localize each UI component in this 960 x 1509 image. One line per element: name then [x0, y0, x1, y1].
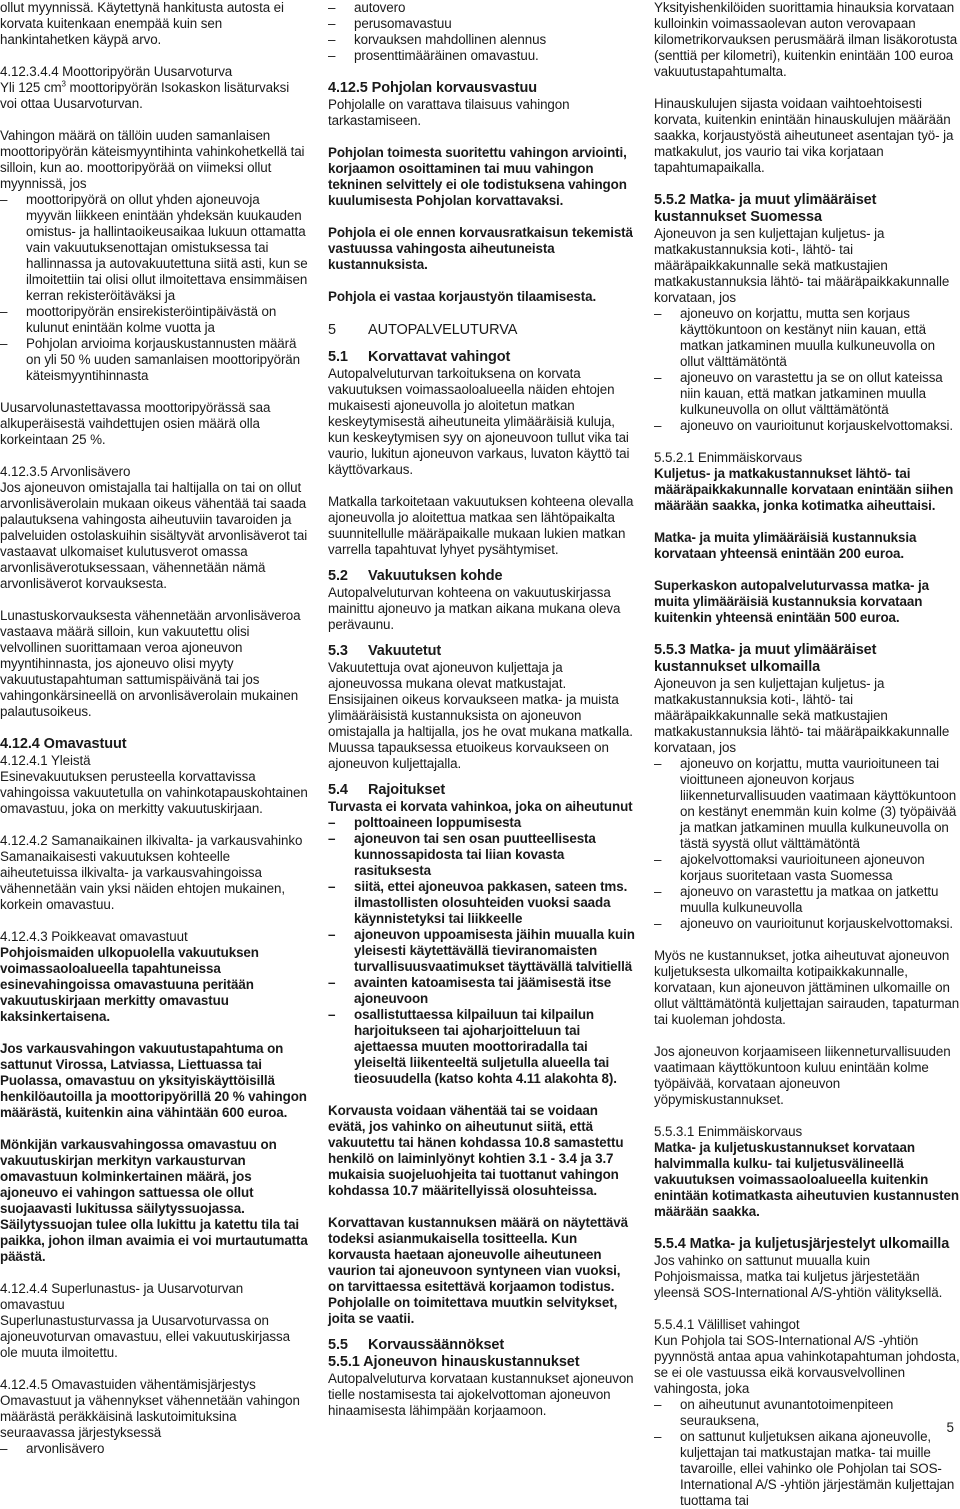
subsection-heading: 5.5.3 Matka- ja muut ylimääräiset kustannukset ulkomailla: [654, 642, 877, 675]
list-item: – on aiheutunut avunantotoimenpiteen seurauksena,: [654, 1397, 960, 1429]
paragraph-bold: Turvasta ei korvata vahinkoa, joka on aiheutunut: [328, 799, 633, 814]
paragraph: ollut myynnissä. Käytettynä hankitusta autosta ei korvata kuitenkaan enempää kuin sen hankintahetken käypä arvo.: [0, 0, 284, 47]
section-heading: 4.12.4 Omavastuut: [0, 736, 127, 752]
list-item: – avainten katoamisesta tai jäämisestä itse ajoneuvoon: [328, 975, 636, 1007]
paragraph-bold: Korvausta voidaan vähentää tai se voidaan evätä, jos vahinko on aiheutunut siitä, että vakuutettu tai hänen kohdassa 10.8 samastettu henkilö on laiminlyönyt kohtien 3.1 - 3.4 ja 3.7 mukaisia suojeluohjeita tai tuottanut vahingon kohdassa 10.7 määritellyissä olosuhteissa.: [328, 1103, 624, 1198]
section-heading: 5.5 Korvaussäännökset: [328, 1337, 505, 1353]
list-item: – korvauksen mahdollinen alennus: [328, 32, 636, 48]
order-list: [328, 0, 636, 64]
paragraph: Ajoneuvon ja sen kuljettajan kuljetus- ja matkakustannuksia koti-, lähtö- tai määräpaikkakunnalle sekä matkustajien matkakustannuksia lähtö- tai määräpaikkakunnalle korvataan, jos: [654, 226, 950, 305]
paragraph: Ajoneuvon ja sen kuljettajan kuljetus- ja matkakustannuksia koti-, lähtö- tai määräpaikkakunnalle sekä matkustajien matkakustannuksia lähtö- tai määräpaikkakunnalle korvataan, jos: [654, 676, 950, 755]
list-item: – polttoaineen loppumisesta: [328, 815, 636, 831]
paragraph: Jos ajoneuvon korjaamiseen liikenneturvallisuuden vaatimaan käyttökuntoon kuluu enintään kolme työpäivää, korvataan ajoneuvon yöpymiskustannukset.: [654, 1044, 951, 1107]
paragraph: Autopalveluturvan kohteena on vakuutuskirjassa mainittu ajoneuvo ja matkan aikana mukana oleva perävaunu.: [328, 585, 621, 632]
paragraph: Myös ne kustannukset, jotka aiheutuvat ajoneuvon kuljetuksesta ulkomailta kotipaikkakunnalle, korvataan, kun ajoneuvon jättäminen ulkomaille on ollut välttämätöntä kuljettajan sairauden, tapaturman tai kuoleman johdosta.: [654, 948, 960, 1027]
subsection-heading: 5.5.1 Ajoneuvon hinauskustannukset: [328, 1354, 580, 1370]
subsection-heading: 5.5.4 Matka- ja kuljetusjärjestelyt ulkomailla: [654, 1236, 950, 1252]
section-heading: 4.12.5 Pohjolan korvausvastuu: [328, 80, 538, 96]
paragraph: Autopalveluturvan tarkoituksena on korvata vakuutuksen voimassaoloalueella näiden ehtojen mukaisesti ajoneuvolla jo aloitetun matkan keskeytymisestä aiheutuneita ylimääräisiä kuluja, kun keskeytymisen syy on ajoneuvoon tullut vika tai vaurio, lukitun ajoneuvon varkaus, luvaton käyttö tai käyttövarkaus.: [328, 366, 630, 477]
section-heading: 5.1 Korvattavat vahingot: [328, 349, 511, 365]
paragraph: Kun Pohjola tai SOS-International A/S -yhtiön pyynnöstä antaa apua vahinkotapahtuman johdosta, se ei ole vastuussa eikä korvausvelvollinen vahingosta, joka: [654, 1333, 960, 1396]
list-item: – on sattunut kuljetuksen aikana ajoneuvolle, kuljettajan tai matkustajan matka- tai muille tavaroille, ellei vahinko ole Pohjolan tai SOS-International A/S -yhtiön järjestämän kuljettajan tuottama tai: [654, 1429, 960, 1509]
section-title: 5.5.3.1 Enimmäiskorvaus: [654, 1124, 803, 1139]
section-title: 4.12.4.3 Poikkeavat omavastuut: [0, 929, 188, 944]
paragraph: Samanaikaisesti vakuutuksen kohteelle aiheutetuissa ilkivalta- ja varkausvahingoissa vähennetään vain yksi näiden ehtojen mukainen, korkein omavastuu.: [0, 849, 285, 912]
column-left: [0, 0, 308, 1457]
column-right: [654, 0, 960, 1509]
paragraph: Yli 125 $cm^3$ moottoripyörän Isokaskon lisäturvaksi voi ottaa Uusarvoturvan.: [0, 79, 290, 111]
paragraph-bold: Kuljetus- ja matkakustannukset lähtö- tai määräpaikkakunnalle korvataan enintään siihen määrään saakka, jonka kotimatka aiheuttaisi.: [654, 466, 954, 513]
page-number: 5: [946, 1420, 954, 1435]
list-item: – ajoneuvo on korjattu, mutta sen korjaus käyttökuntoon on kestänyt niin kauan, että matkan jatkaminen muulla kulkuneuvolla on ollut välttämätöntä: [654, 306, 960, 370]
section-heading: 5.3 Vakuutetut: [328, 643, 442, 659]
list-item: – ajoneuvo on vaurioitunut korjauskelvottomaksi.: [654, 418, 960, 434]
section-title: 4.12.3.5 Arvonlisävero: [0, 464, 131, 479]
paragraph-bold: Superkaskon autopalveluturvassa matka- ja muita ylimääräisiä kustannuksia korvataan kuitenkin yhteensä enintään 500 euroa.: [654, 578, 929, 625]
paragraph-bold: Jos varkausvahingon vakuutustapahtuma on sattunut Virossa, Latviassa, Liettuassa tai Puolassa, omavastuu on yksityiskäyttöisillä henkilöautoilla ja moottoripyörillä 20 % vahingon määrästä, kuitenkin aina vähintään 600 euroa.: [0, 1041, 307, 1120]
paragraph-bold: Pohjolan toimesta suoritettu vahingon arviointi, korjaamon osoittaminen tai muu vahingon tekninen selvittely ei ole todistuksena vahingon kuulumisesta Pohjolan korvattavaksi.: [328, 145, 627, 208]
column-middle: [328, 0, 636, 1419]
paragraph-bold: Pohjoismaiden ulkopuolella vakuutuksen voimassaoloalueella tapahtuneissa esinevahingoissa omavastuuna peritään vakuutuskirjaan merkitty omavastuu kaksinkertaisena.: [0, 945, 259, 1024]
list-item: – arvonlisävero: [0, 1441, 308, 1457]
paragraph-bold: Pohjola ei vastaa korjaustyön tilaamisesta.: [328, 289, 597, 304]
paragraph: Uusarvolunastettavassa moottoripyörässä saa alkuperäisestä vaihdettujen osien määrä olla korkeintaan 25 %.: [0, 400, 271, 447]
list-item: – ajoneuvon tai sen osan puutteellisesta kunnossapidosta tai liian kovasta rasituksesta: [328, 831, 636, 879]
paragraph: Jos ajoneuvon omistajalla tai haltijalla on tai on ollut arvonlisäverolain mukaan oikeus vähentää tai saada palautuksena vahingosta aiheutuviin tavaroiden ja palveluiden ostolaskuihin sisältyvät arvonlisäverot tai vastaavat ulkomaiset kulutusverot omassa arvonlisäverotuksessaan, vähennetään nämä arvonlisäverot korvauksesta.: [0, 480, 308, 591]
section-title: 5.5.4.1 Välilliset vahingot: [654, 1317, 800, 1332]
section-title: 4.12.4.4 Superlunastus- ja Uusarvoturvan omavastuu: [0, 1281, 244, 1312]
restriction-list: [328, 815, 636, 1087]
paragraph: Superlunastusturvassa ja Uusarvoturvassa on ajoneuvoturvan omavastuu, ellei vakuutuskirjassa ole muuta ilmoitettu.: [0, 1313, 290, 1360]
section-title: 4.12.4.5 Omavastuiden vähentämisjärjestys: [0, 1377, 256, 1392]
list-item: – moottoripyörä on ollut yhden ajoneuvoja myyvän liikkeen enintään yhdeksän kuukauden omistus- ja hallintaoikeusaikaa lukuun ottamatta vain vakuutuksenottajan omistuksessa tai hallinnassa ja autovakuutettuna siitä asti, kun se ilmoitettiin tai olisi ollut ilmoitettava ensimmäisen kerran rekisteröitäväksi ja: [0, 192, 308, 304]
condition-list: [654, 306, 960, 434]
list-item: – moottoripyörän ensirekisteröintipäivästä on kulunut enintään kolme vuotta ja: [0, 304, 308, 336]
paragraph-bold: Matka- ja kuljetuskustannukset korvataan halvimmalla kulku- tai kuljetusvälineellä vakuutuksen voimassaoloalueella kuitenkin enintään kotimatkasta aiheutuvien kustannusten määrään saakka.: [654, 1140, 959, 1219]
section-heading: 5.2 Vakuutuksen kohde: [328, 568, 503, 584]
section-title: 4.12.4.2 Samanaikainen ilkivalta- ja varkausvahinko: [0, 833, 303, 848]
paragraph: Vakuutettuja ovat ajoneuvon kuljettaja ja ajoneuvossa mukana olevat matkustajat. Ensisijainen oikeus korvaukseen matka- ja muista ylimääräisistä kustannuksista on ajoneuvon omistajalla ja haltijalla, jos he ovat mukana matkalla. Muussa tapauksessa etuoikeus korvaukseen on ajoneuvon kuljettajalla.: [328, 660, 633, 771]
paragraph-bold: Korvattavan kustannuksen määrä on näytettävä todeksi asianmukaisella tositteella. Kun korvausta haetaan ajoneuvolle aiheutuneen vaurion tai ajoneuvoon syntyneen vian vuoksi, on tarvittaessa esitettävä korjaamon todistus. Pohjolalle on toimitettava muutkin selvitykset, joita se vaatii.: [328, 1215, 628, 1326]
list-item: – ajoneuvo on korjattu, mutta vaurioituneen tai vioittuneen ajoneuvon korjaus liikenneturvallisuuden vaatimaan käyttökuntoon on kestänyt enemmän kuin kolme (3) työpäivää ja matkan jatkaminen muulla kulkuneuvolla on tästä syystä ollut välttämätöntä: [654, 756, 960, 852]
paragraph-bold: Pohjola ei ole ennen korvausratkaisun tekemistä vastuussa vahingosta aiheutuneista kustannuksista.: [328, 225, 633, 272]
chapter-heading: 5 AUTOPALVELUTURVA: [328, 322, 518, 338]
paragraph: Yksityishenkilöiden suorittamia hinauksia korvataan kulloinkin voimassaolevan auton verovapaan kilometrikorvauksen perusmäärä ilman lisäkorotusta (senttiä per kilometri), kuitenkin enintään 100 euroa vakuutustapahtumalta.: [654, 0, 958, 79]
section-title: 4.12.3.4.4 Moottoripyörän Uusarvoturva: [0, 64, 233, 79]
list-item: – ajoneuvo on vaurioitunut korjauskelvottomaksi.: [654, 916, 960, 932]
paragraph: Autopalveluturva korvataan kustannukset ajoneuvon tielle nostamisesta tai ajokelvottoman ajoneuvon hinaamisesta lähimpään korjaamoon.: [328, 1371, 634, 1418]
condition-list: [654, 1397, 960, 1509]
paragraph-bold: Mönkijän varkausvahingossa omavastuu on vakuutuskirjan merkityn varkausturvan omavastuun kolminkertainen määrä, jos ajoneuvo ei vahingon sattuessa ole ollut suojaavasti lukitussa säilytyssuojassa. Säilytyssuojan tulee olla lukittu ja katettu tila tai paikka, johon ilman avaimia ei voi murtautumatta päästä.: [0, 1137, 308, 1264]
list-item: – osallistuttaessa kilpailuun tai kilpailun harjoitukseen tai ajoharjoitteluun tai ajettaessa muuten moottoriradalla tai yleiseltä liikenteeltä suljetulla alueella tai tieosuudella (katso kohta 4.11 alakohta 8).: [328, 1007, 636, 1087]
paragraph: Matkalla tarkoitetaan vakuutuksen kohteena olevalla ajoneuvolla jo aloitettua matkaa sen lähtöpaikalta suunnitellulle määräpaikalle mukaan lukien matkan varrella tapahtuvat lyhyet pysähtymiset.: [328, 494, 634, 557]
section-title: 4.12.4.1 Yleistä: [0, 753, 91, 768]
section-title: 5.5.2.1 Enimmäiskorvaus: [654, 450, 803, 465]
paragraph-bold: Matka- ja muita ylimääräisiä kustannuksia korvataan yhteensä enintään 200 euroa.: [654, 530, 917, 561]
list-item: – siitä, ettei ajoneuvoa pakkasen, sateen tms. ilmastollisten olosuhteiden vuoksi saada käynnistetyksi tai liikkeelle: [328, 879, 636, 927]
condition-list: [0, 192, 308, 384]
paragraph: Lunastuskorvauksesta vähennetään arvonlisäveroa vastaava määrä silloin, kun vakuutettu olisi velvollinen suorittamaan veroa ajoneuvon myyntihinnasta, jos ajoneuvo olisi myyty vakuutustapahtuman sattumispäivänä tai jos vahingonkärsineellä on arvonlisäverolain mukainen palautusoikeus.: [0, 608, 301, 719]
list-item: – ajoneuvo on varastettu ja matkaa on jatkettu muulla kulkuneuvolla: [654, 884, 960, 916]
list-item: – ajoneuvo on varastettu ja se on ollut kateissa niin kauan, että matkan jatkaminen muulla kulkuneuvolla on ollut välttämätöntä: [654, 370, 960, 418]
list-item: – autovero: [328, 0, 636, 16]
paragraph: Esinevakuutuksen perusteella korvattavissa vahingoissa vakuutetulla on vahinkotapauskohtainen omavastuu, joka on merkitty vakuutuskirjaan.: [0, 769, 308, 816]
paragraph: Vahingon määrä on tällöin uuden samanlaisen moottoripyörän käteismyyntihinta vahinkohetkellä tai silloin, kun ao. moottoripyörää on viimeksi ollut myynnissä, jos: [0, 128, 305, 191]
paragraph: Jos vahinko on sattunut muualla kuin Pohjoismaissa, matka tai kuljetus järjestetään yleensä SOS-International A/S-yhtiön välityksellä.: [654, 1253, 943, 1300]
list-item: – prosenttimääräinen omavastuu.: [328, 48, 636, 64]
section-heading: 5.4 Rajoitukset: [328, 782, 446, 798]
list-item: – perusomavastuu: [328, 16, 636, 32]
order-list: [0, 1441, 308, 1457]
condition-list: [654, 756, 960, 932]
list-item: – Pohjolan arvioima korjauskustannusten määrä on yli 50 % uuden samanlaisen moottoripyörän käteismyyntihinnasta: [0, 336, 308, 384]
paragraph: Hinauskulujen sijasta voidaan vaihtoehtoisesti korvata, kuitenkin enintään hinauskulujen määrään saakka, korjaustyöstä aiheutuneet asentajan työ- ja matkakulut, jos vaurio tai vika korjataan tapahtumapaikalla.: [654, 96, 954, 175]
paragraph: Pohjolalle on varattava tilaisuus vahingon tarkastamiseen.: [328, 97, 570, 128]
paragraph: Omavastuut ja vähennykset vähennetään vahingon määrästä peräkkäisinä laskutoimituksina seuraavassa järjestyksessä: [0, 1393, 300, 1440]
list-item: – ajoneuvon uppoamisesta jäihin muualla kuin yleisesti käytettävällä tieviranomaisten turvallisuusvaatimukset täyttävällä talvitiellä: [328, 927, 636, 975]
list-item: – ajokelvottomaksi vaurioituneen ajoneuvon korjaus suoritetaan vasta Suomessa: [654, 852, 960, 884]
subsection-heading: 5.5.2 Matka- ja muut ylimääräiset kustannukset Suomessa: [654, 192, 877, 225]
